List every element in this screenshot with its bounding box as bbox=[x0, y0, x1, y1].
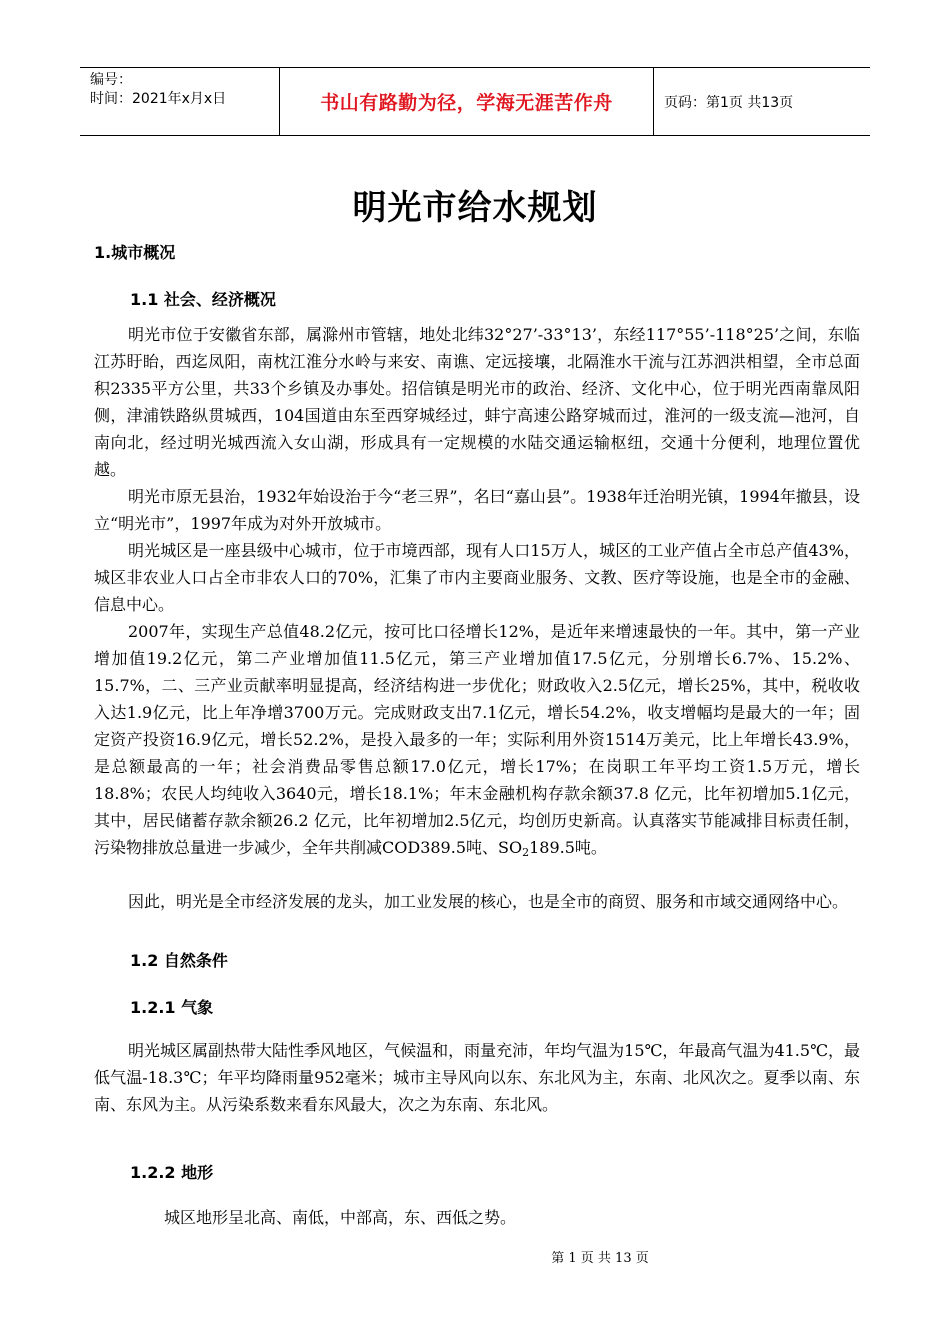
so2-subscript: 2 bbox=[522, 846, 530, 859]
paragraph-conclusion: 因此，明光是全市经济发展的龙头，加工业发展的核心，也是全市的商贸、服务和市域交通网络中心。 bbox=[128, 892, 849, 911]
paragraph-economy bbox=[94, 618, 860, 866]
economy-text: 2007年，实现生产总值48.2亿元，按可比口径增长12%，是近年来增速最快的一年。其中，第一产业增加值19.2亿元，第二产业增加值11.5亿元，第三产业增加值17.5亿元，分别增长6.7%、15.2%、15.7%，二、三产业贡献率明显提高，经济结构进一步优化；财政收入2.5亿元，增长25%，其中，税收收入达1.9亿元，比上年净增3700万元。完成财政支出7.1亿元，增长54.2%，收支增幅均是最大的一年；固定资产投资16.9亿元，增长52.2%，是投入最多的一年；实际利用外资1514万美元，比上年增长43.9%，是总额最高的一年；社会消费品零售总额17.0亿元，增长17%；在岗职工年平均工资1.5万元，增长18.8%；农民人均纯收入3640元，增长18.1%；年末金融机构存款余额37.8 亿元，比年初增加5.1亿元，其中，居民储蓄存款余额26.2 亿元，比年初增加2.5亿元，均创历史新高。认真落实节能减排目标责任制，污染物排放总量进一步减少，全年共削减COD389.5吨、SO bbox=[94, 622, 860, 857]
section-heading-1-2-2: 1.2.2 地形 bbox=[130, 1163, 214, 1182]
time-label: 时间：2021年x月x日 bbox=[90, 91, 227, 107]
page-footer: 第 1 页 共 13 页 bbox=[551, 1251, 649, 1266]
section-heading-1-2-1: 1.2.1 气象 bbox=[130, 998, 214, 1017]
economy-tail: 189.5吨。 bbox=[529, 838, 607, 857]
header-motto: 书山有路勤为径，学海无涯苦作舟 bbox=[280, 68, 654, 135]
header-page-code: 页码：第1页 共13页 bbox=[664, 94, 794, 111]
section-heading-1-1: 1.1 社会、经济概况 bbox=[130, 290, 276, 309]
header-table bbox=[80, 67, 870, 136]
section-heading-1-2: 1.2 自然条件 bbox=[130, 951, 228, 970]
paragraph-terrain: 城区地形呈北高、南低，中部高，东、西低之势。 bbox=[164, 1208, 517, 1227]
number-label: 编号： bbox=[90, 72, 132, 88]
paragraph-climate: 明光城区属副热带大陆性季风地区，气候温和，雨量充沛，年均气温为15℃，年最高气温为41.5℃，最低气温-18.3℃；年平均降雨量952毫米；城市主导风向以东、东北风为主，东南、北风次之。夏季以南、东南、东风为主。从污染系数来看东风最大，次之为东南、东北风。 bbox=[94, 1041, 860, 1114]
document-title: 明光市给水规划 bbox=[352, 188, 598, 228]
paragraph-location: 明光市位于安徽省东部，属滁州市管辖，地处北纬32°27’-33°13’，东经117°55’-118°25’之间，东临江苏盱眙，西迄凤阳，南枕江淮分水岭与来安、南谯、定远接壤，北隔淮水干流与江苏泗洪相望，全市总面积2335平方公里，共33个乡镇及办事处。招信镇是明光市的政治、经济、文化中心，位于明光西南靠凤阳侧，津浦铁路纵贯城西，104国道由东至西穿城经过，蚌宁高速公路穿城而过，淮河的一级支流—池河，自南向北，经过明光城西流入女山湖，形成具有一定规模的水陆交通运输枢纽，交通十分便利，地理位置优越。 bbox=[94, 325, 860, 479]
paragraph-history: 明光市原无县治，1932年始设治于今“老三界”，名曰“嘉山县”。1938年迁治明光镇，1994年撤县，设立“明光市”，1997年成为对外开放城市。 bbox=[94, 487, 860, 533]
paragraph-urban-area: 明光城区是一座县级中心城市，位于市境西部，现有人口15万人，城区的工业产值占全市总产值43%，城区非农业人口占全市非农人口的70%，汇集了市内主要商业服务、文教、医疗等设施，也是全市的金融、信息中心。 bbox=[94, 541, 860, 614]
section-heading-1: 1.城市概况 bbox=[94, 243, 176, 262]
header-meta bbox=[80, 68, 280, 135]
